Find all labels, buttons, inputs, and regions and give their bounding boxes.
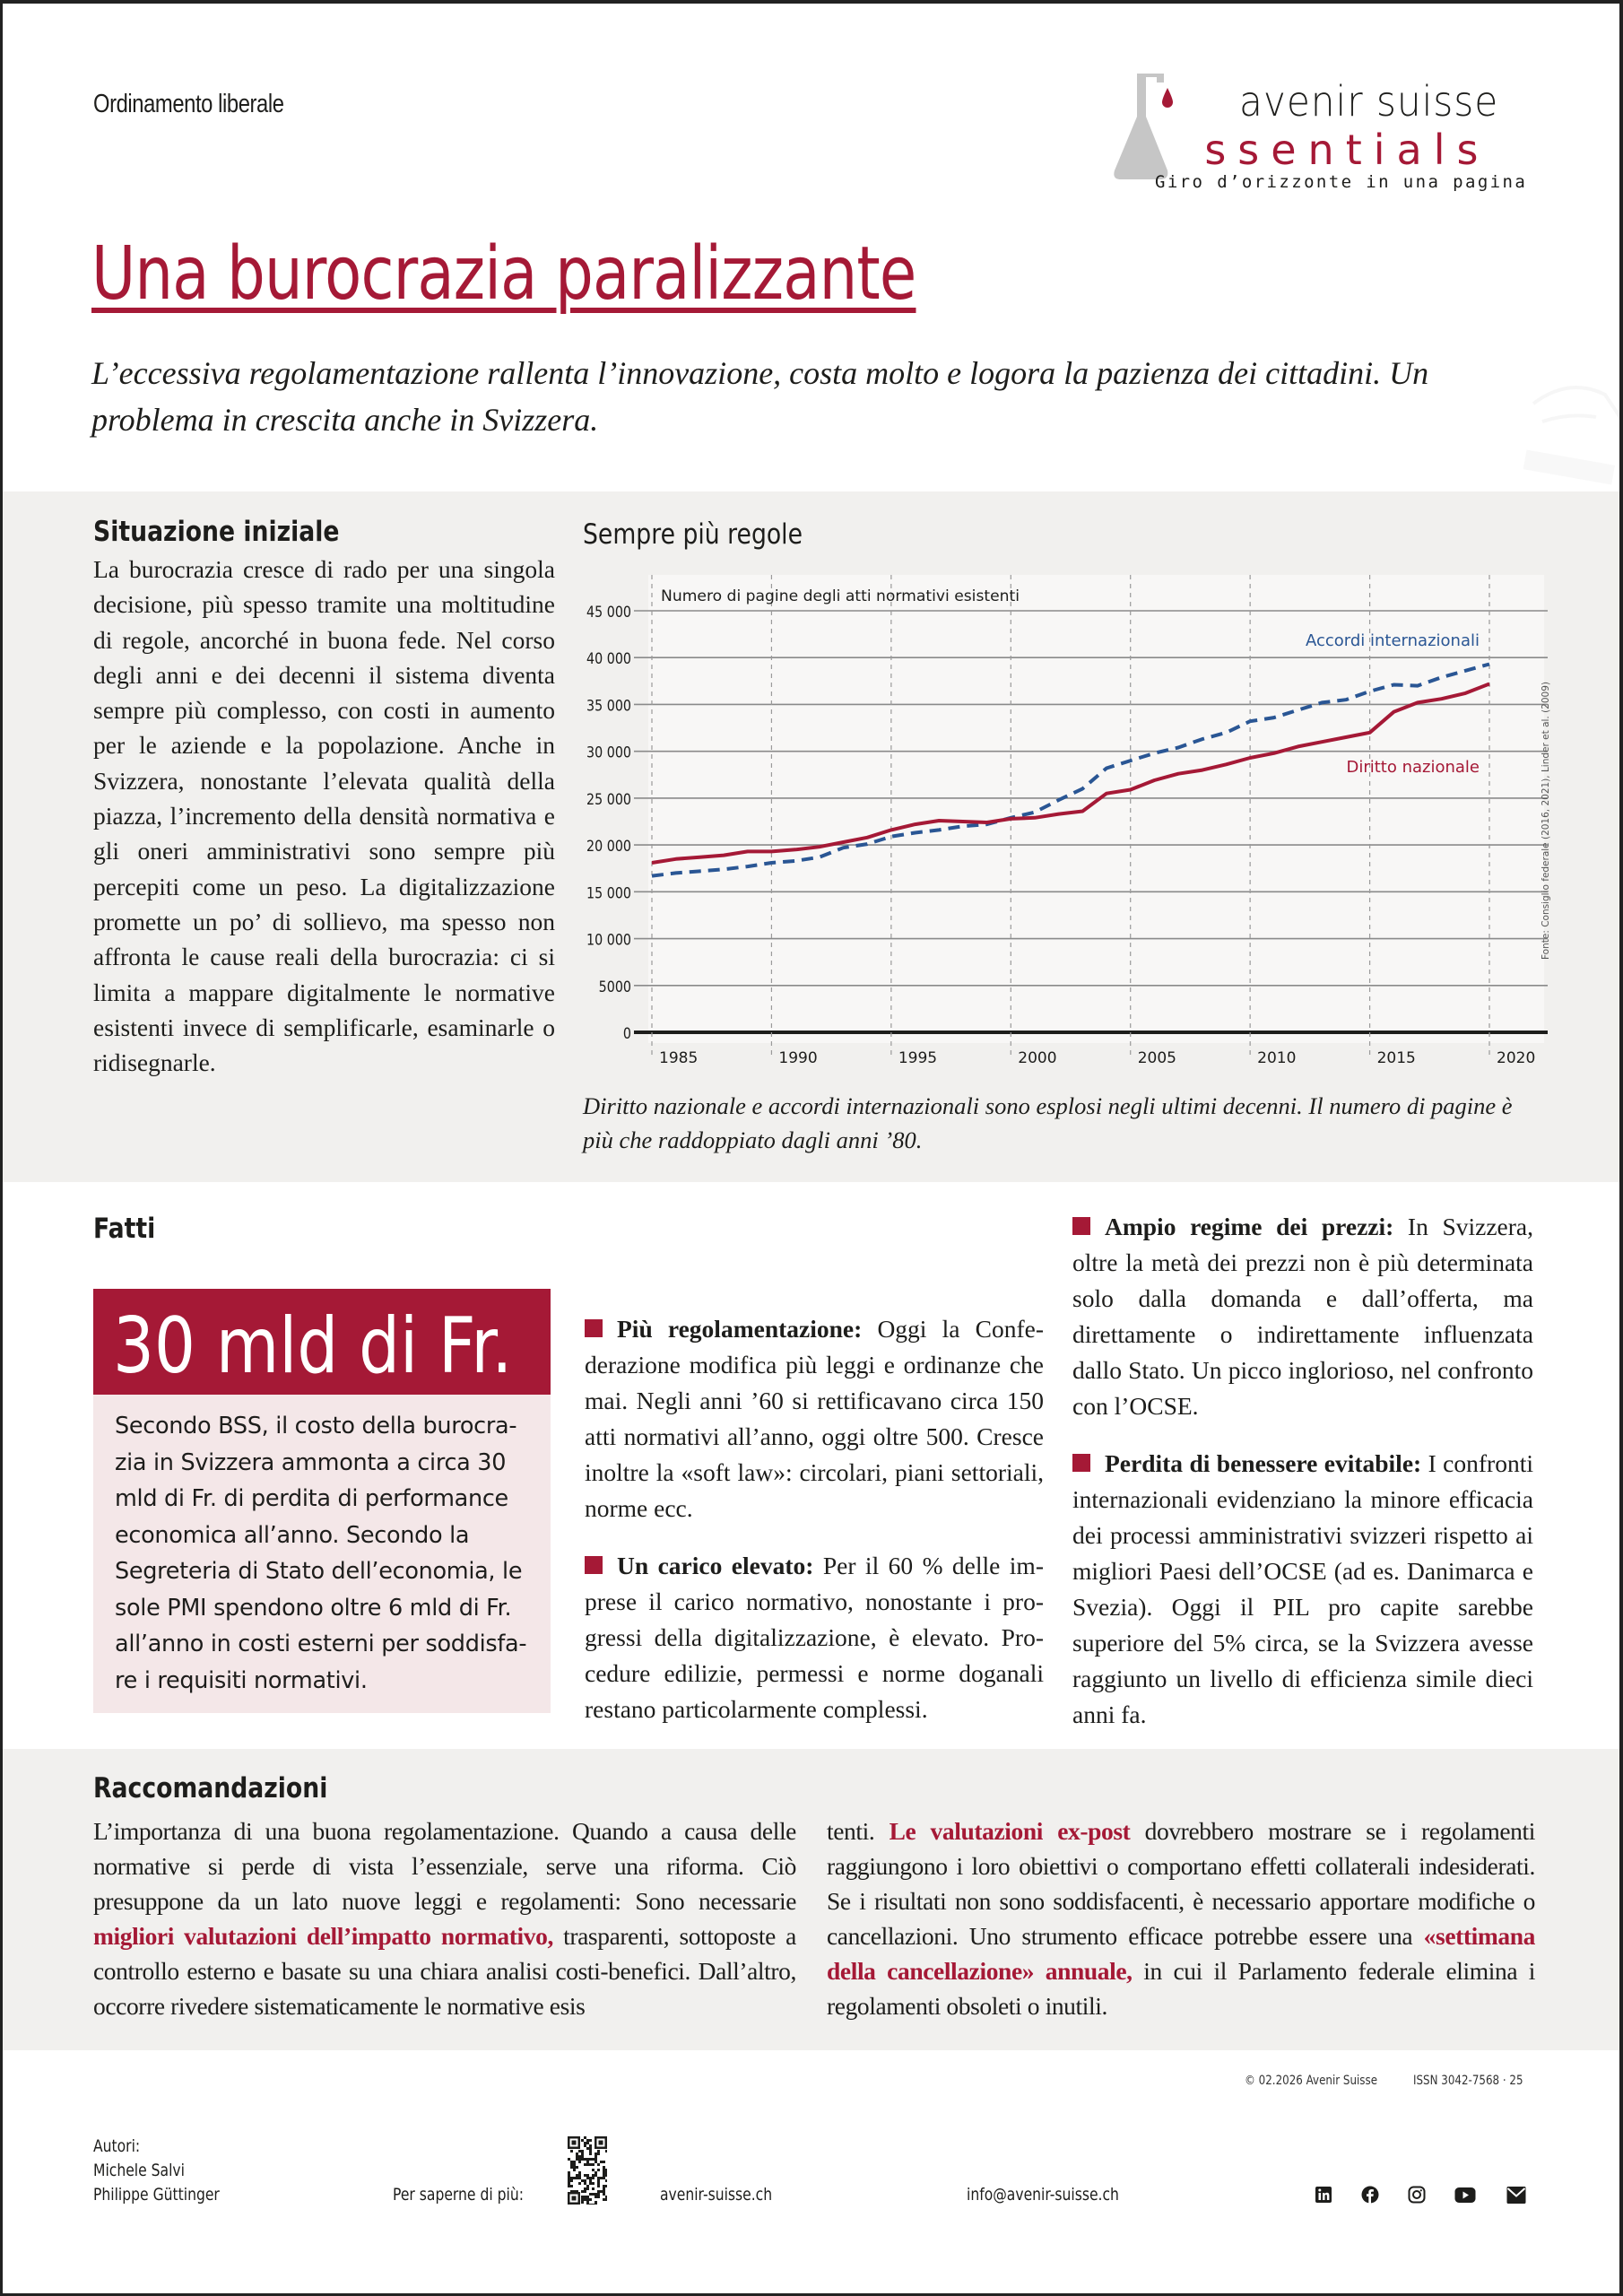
raccomandazioni-column-left — [93, 1813, 796, 2023]
logo — [1112, 70, 1542, 204]
racc-text: trasparenti, sottoposte a controllo esterno e basate su una chiara analisi costi-benefici. Dall’altro, occorre rivedere sistematicamente le normative esis — [93, 1922, 796, 2020]
mail-icon[interactable] — [1506, 2185, 1526, 2205]
fact-highlight-value: 30 mld di Fr. — [113, 1301, 513, 1391]
x-tick-label: 1990 — [778, 1049, 818, 1067]
fact-item-text: In Svizzera, oltre la metà dei prezzi non è più determinata solo dalla domanda e dall’offerta, ma direttamente o indirettamente influenzata dallo Stato. Un picco inglorioso, nel confronto con l’OCSE. — [1072, 1213, 1533, 1420]
y-tick-labels — [586, 603, 631, 1043]
x-tick-label: 2020 — [1497, 1049, 1536, 1067]
chart — [574, 574, 1560, 1076]
y-tick-label: 15 000 — [586, 883, 631, 902]
racc-text: L’importanza di una buona regolamentazione. Quando a causa delle normative si perde di vista l’essenziale, serve una riforma. Ciò presuppone da un lato nuove leggi e regolamenti: Sono necessarie — [93, 1817, 796, 1915]
chart-heading: Sempre più regole — [583, 518, 803, 551]
fatti-heading: Fatti — [93, 1213, 156, 1245]
logo-product-e: e — [1167, 126, 1205, 174]
fact-highlight-body — [93, 1395, 551, 1713]
section-kicker: Ordinamento liberale — [93, 90, 284, 118]
situazione-heading: Situazione iniziale — [93, 516, 340, 548]
racc-text: tenti. — [827, 1817, 890, 1845]
fact-item — [585, 1311, 1044, 1526]
y-tick-label: 45 000 — [586, 602, 631, 622]
author-name: Philippe Güttinger — [93, 2185, 220, 2205]
racc-highlight: «settimana della cancellazione» annuale, — [827, 1922, 1535, 1985]
authors — [93, 2135, 220, 2207]
fact-item-title: Ampio regime dei prezzi: — [1105, 1213, 1394, 1240]
x-tick-label: 2005 — [1137, 1049, 1176, 1067]
stamp-watermark-icon — [1515, 368, 1623, 493]
x-tick-label: 2010 — [1257, 1049, 1297, 1067]
line-chart — [574, 574, 1560, 1076]
square-bullet-icon — [1072, 1217, 1090, 1235]
logo-brand: avenir suisse — [1239, 77, 1499, 126]
facts-column-middle — [585, 1311, 1044, 1749]
email-link[interactable]: info@avenir-suisse.ch — [967, 2185, 1119, 2205]
chart-source-note: Fonte: Consiglio federale (2016, 2021), Linder et al. (2009) — [1540, 668, 1551, 960]
y-axis-label: Numero di pagine degli atti normativi esistenti — [661, 587, 1020, 605]
raccomandazioni-heading: Raccomandazioni — [93, 1772, 328, 1805]
author-name: Michele Salvi — [93, 2161, 185, 2180]
square-bullet-icon — [1072, 1454, 1090, 1472]
fact-item-title: Più regolamentazione: — [617, 1315, 863, 1343]
situazione-body: La burocrazia cresce di rado per una singola decisione, più spesso tramite una moltitudine di regole, ancorché in buona fede. Nel corso degli anni e dei decenni il sistema diventa sempre più complesso, con costi in aumento per le aziende e la popolazione. Anche in Svizzera, nonostante l’elevata qualità della piazza, l’incremento della densità normativa e gli oneri amministrativi sono sempre più percepiti come un peso. La digitalizzazione promette un po’ di sollievo, ma spesso non affronta le cause reali della burocrazia: ci si limita a mappare digitalmente le normative esistenti invece di semplificarle, esaminarle o ridisegnarle. — [93, 555, 555, 1077]
x-tick-label: 1985 — [659, 1049, 699, 1067]
x-tick-label: 1995 — [898, 1049, 938, 1067]
fact-highlight-box — [93, 1289, 551, 1395]
facts-column-right — [1072, 1209, 1533, 1754]
legend-diritto-nazionale: Diritto nazionale — [1346, 758, 1480, 777]
youtube-icon[interactable] — [1454, 2185, 1476, 2205]
linkedin-icon[interactable] — [1315, 2185, 1332, 2205]
racc-text: in cui il Parlamento federale elimina i regolamenti obsoleti o inutili. — [827, 1957, 1535, 2020]
racc-highlight: Le valutazioni ex-post — [889, 1817, 1131, 1845]
y-tick-label: 5000 — [598, 977, 631, 996]
y-tick-label: 20 000 — [586, 836, 631, 856]
fact-item-text: Per il 60 % delle imprese il carico normativo, nonostante i progressi della digitalizzazione, è elevato. Procedure edilizie, permessi e norme doganali restano particolarmente complessi. — [585, 1552, 1044, 1723]
y-tick-label: 10 000 — [586, 930, 631, 949]
fact-item — [1072, 1209, 1533, 1424]
y-tick-label: 40 000 — [586, 648, 631, 668]
lede: L’eccessiva regolamentazione rallenta l’innovazione, costa molto e logora la pazienza dei cittadini. Un problema in crescita anche in Svizzera. — [91, 355, 1429, 438]
issn: ISSN 3042-7568 · 25 — [1413, 2074, 1523, 2088]
fact-item-text: I confronti internazionali evidenziano la minore efficacia dei processi amministrativi svizzeri rispetto ai migliori Paesi dell’OCSE (ad es. Danimarca e Svezia). Oggi il PIL pro capite sarebbe superiore del 5% circa, se la Svizzera avesse raggiunto un livello di efficienza simile dieci anni fa. — [1072, 1449, 1533, 1728]
square-bullet-icon — [585, 1319, 603, 1337]
authors-label: Autori: — [93, 2136, 141, 2156]
y-tick-label: 0 — [622, 1023, 631, 1043]
fact-highlight-text: Secondo BSS, il costo della burocrazia in Svizzera ammonta a circa 30 mld di Fr. di perdita di performance economica all’anno. Secondo la Segreteria di Stato dell’economia, le sole PMI spendono oltre 6 mld di Fr. all’anno in costi esterni per soddisfare i requisiti normativi. — [115, 1413, 527, 1694]
x-tick-label: 2015 — [1376, 1049, 1416, 1067]
page-title: Una burocrazia paralizzante — [91, 231, 916, 317]
facebook-icon[interactable] — [1361, 2185, 1379, 2205]
fact-item-text: Oggi la Confederazione modifica più leggi e ordinanze che mai. Negli anni ’60 si rettificavano circa 150 atti normativi all’anno, oggi oltre 500. Cresce inoltre la «soft law»: circolari, piani settoriali, norme ecc. — [585, 1315, 1044, 1522]
x-tick-labels — [659, 1049, 1535, 1067]
chart-caption: Diritto nazionale e accordi internazionali sono esplosi negli ultimi decenni. Il numero di pagine è più che raddoppiato dagli anni ’80. — [583, 1092, 1513, 1153]
fact-item — [585, 1548, 1044, 1727]
more-info-label: Per saperne di più: — [393, 2185, 524, 2205]
copyright: © 02.2026 Avenir Suisse — [1245, 2074, 1378, 2088]
logo-tagline: Giro d’orizzonte in una pagina — [1155, 172, 1528, 192]
qr-code-icon[interactable] — [568, 2136, 607, 2205]
racc-highlight: migliori valutazioni dell’impatto normativo, — [93, 1922, 553, 1950]
square-bullet-icon — [585, 1556, 603, 1574]
logo-product — [1167, 126, 1489, 174]
instagram-icon[interactable] — [1408, 2185, 1426, 2205]
racc-text: dovrebbero mostrare se i regolamenti raggiungono i loro obiettivi o comportano effetti collaterali indesiderati. Se i risultati non sono soddisfacenti, è necessario apportare modifiche o cancellazioni. Uno strumento efficace potrebbe essere una — [827, 1817, 1535, 1950]
x-tick-label: 2000 — [1018, 1049, 1057, 1067]
logo-product-rest: ssentials — [1204, 126, 1490, 174]
fact-item — [1072, 1446, 1533, 1733]
fact-item-title: Un carico elevato: — [617, 1552, 814, 1579]
legend-accordi-internazionali: Accordi internazionali — [1305, 631, 1480, 650]
fact-item-title: Perdita di benessere evitabile: — [1105, 1449, 1422, 1477]
website-link[interactable]: avenir-suisse.ch — [660, 2185, 773, 2205]
y-tick-label: 25 000 — [586, 789, 631, 809]
raccomandazioni-column-right — [827, 1813, 1535, 2023]
y-tick-label: 35 000 — [586, 696, 631, 715]
y-tick-label: 30 000 — [586, 743, 631, 761]
